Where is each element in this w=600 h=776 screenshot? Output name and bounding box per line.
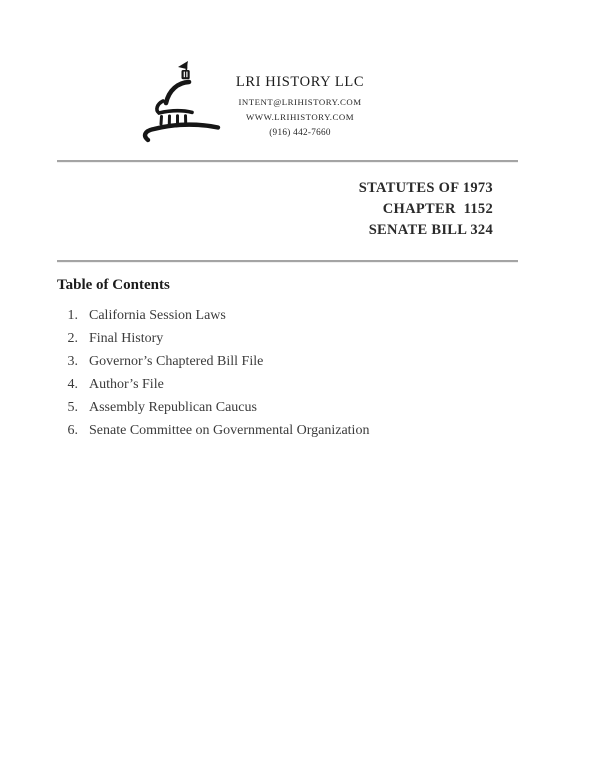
toc-item [57, 350, 369, 373]
toc-item-number: 3. [67, 354, 78, 369]
toc-item [57, 373, 369, 396]
horizontal-rule-top [57, 160, 518, 162]
toc-item-number: 4. [67, 377, 78, 392]
company-phone: (916) 442-7660 [269, 127, 331, 137]
bill-reference-block [359, 178, 493, 241]
toc-item-label: Governor’s Chaptered Bill File [89, 354, 264, 369]
chapter-line: CHAPTER 1152 [382, 201, 493, 217]
toc-item [57, 327, 369, 350]
toc-item [57, 419, 369, 442]
toc-item-number: 6. [67, 423, 78, 438]
toc-item-label: California Session Laws [89, 308, 226, 323]
toc-item-number: 2. [67, 331, 78, 346]
toc-title: Table of Contents [57, 277, 170, 293]
toc-item-label: Senate Committee on Governmental Organization [89, 423, 370, 438]
toc-item-label: Assembly Republican Caucus [89, 400, 257, 415]
statutes-line: STATUTES OF 1973 [358, 180, 493, 196]
horizontal-rule-bottom [57, 260, 518, 262]
toc-item-number: 5. [67, 400, 78, 415]
senate-bill-line: SENATE BILL 324 [368, 222, 493, 238]
toc-item-label: Final History [89, 331, 164, 346]
company-email: INTENT@LRIHISTORY.COM [238, 97, 362, 107]
toc-item [57, 396, 369, 419]
toc-list [57, 304, 369, 442]
toc-item-number: 1. [67, 308, 78, 323]
company-website: WWW.LRIHISTORY.COM [245, 112, 355, 122]
company-name: LRI HISTORY LLC [235, 74, 365, 90]
toc-item [57, 304, 369, 327]
toc-item-label: Author’s File [89, 377, 164, 392]
